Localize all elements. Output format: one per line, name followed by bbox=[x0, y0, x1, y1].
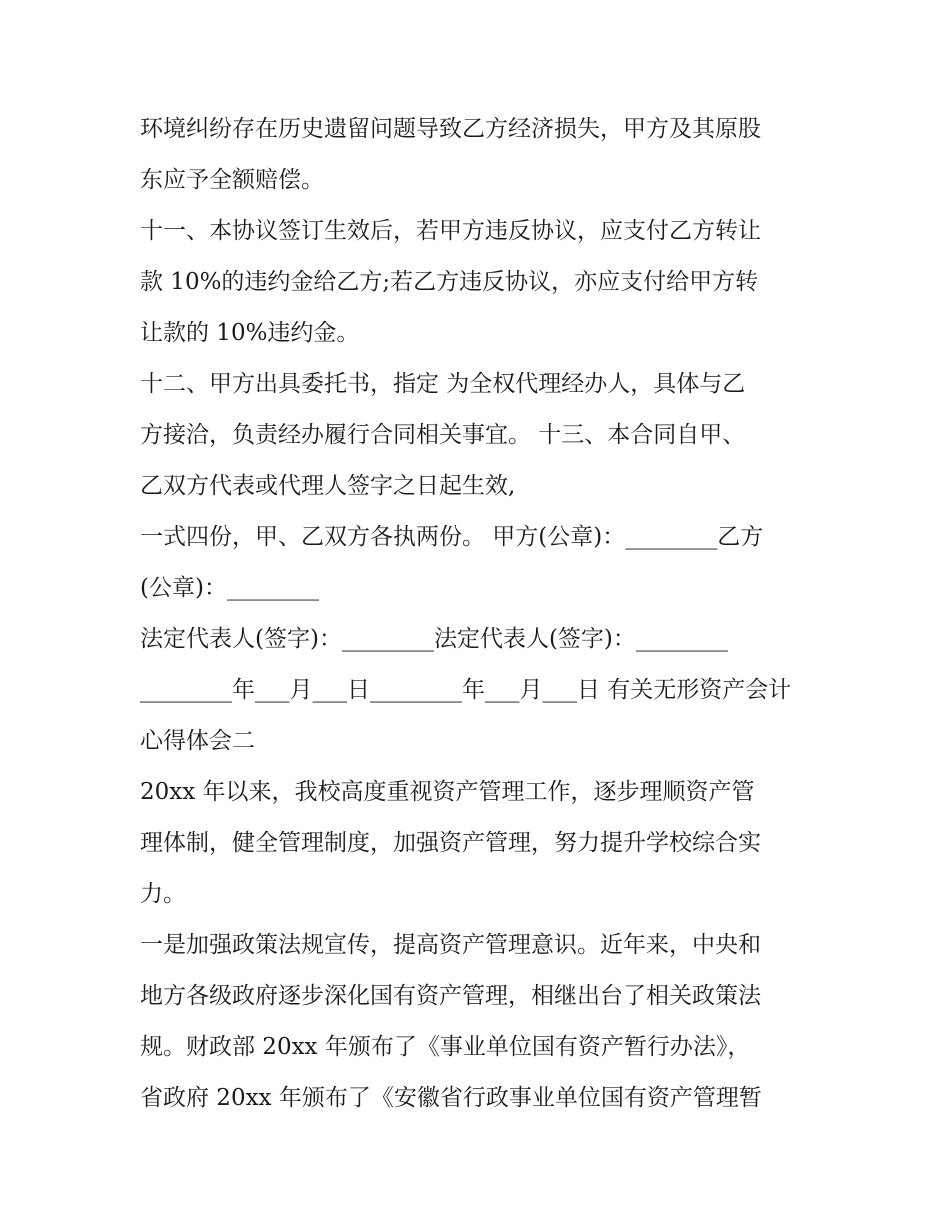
document-body bbox=[140, 104, 820, 1124]
text-line: 省政府 20xx 年颁布了《安徽省行政事业单位国有资产管理暂 bbox=[140, 1085, 762, 1111]
text-line: (公章)：________ bbox=[140, 575, 319, 601]
text-line: 乙双方代表或代理人签字之日起生效, bbox=[140, 473, 516, 499]
text-line: 心得体会二 bbox=[140, 728, 255, 754]
text-line: 十一、本协议签订生效后，若甲方违反协议，应支付乙方转让 bbox=[140, 218, 761, 244]
text-line: 20xx 年以来，我校高度重视资产管理工作，逐步理顺资产管 bbox=[140, 779, 755, 805]
text-line: 东应予全额赔偿。 bbox=[140, 167, 324, 193]
text-line: 法定代表人(签字)：________法定代表人(签字)：________ bbox=[140, 626, 728, 652]
text-line: 地方各级政府逐步深化国有资产管理，相继出台了相关政策法 bbox=[140, 983, 761, 1009]
text-line: 规。财政部 20xx 年颁布了《事业单位国有资产暂行办法》， bbox=[140, 1034, 751, 1060]
text-line: 一是加强政策法规宣传，提高资产管理意识。近年来，中央和 bbox=[140, 932, 761, 958]
text-line: 理体制，健全管理制度，加强资产管理，努力提升学校综合实 bbox=[140, 830, 761, 856]
text-line: 十二、甲方出具委托书，指定 为全权代理经办人，具体与乙 bbox=[140, 371, 746, 397]
text-line: 一式四份，甲、乙双方各执两份。 甲方(公章)：________乙方 bbox=[140, 524, 764, 550]
text-line: 让款的 10%违约金。 bbox=[140, 320, 360, 346]
text-line: 力。 bbox=[140, 881, 186, 907]
text-line: ________年___月___日________年___月___日 有关无形资产会计 bbox=[140, 677, 792, 703]
text-line: 环境纠纷存在历史遗留问题导致乙方经济损失，甲方及其原股 bbox=[140, 116, 761, 142]
text-line: 款 10%的违约金给乙方;若乙方违反协议，亦应支付给甲方转 bbox=[140, 269, 759, 295]
text-line: 方接洽，负责经办履行合同相关事宜。 十三、本合同自甲、 bbox=[140, 422, 746, 448]
